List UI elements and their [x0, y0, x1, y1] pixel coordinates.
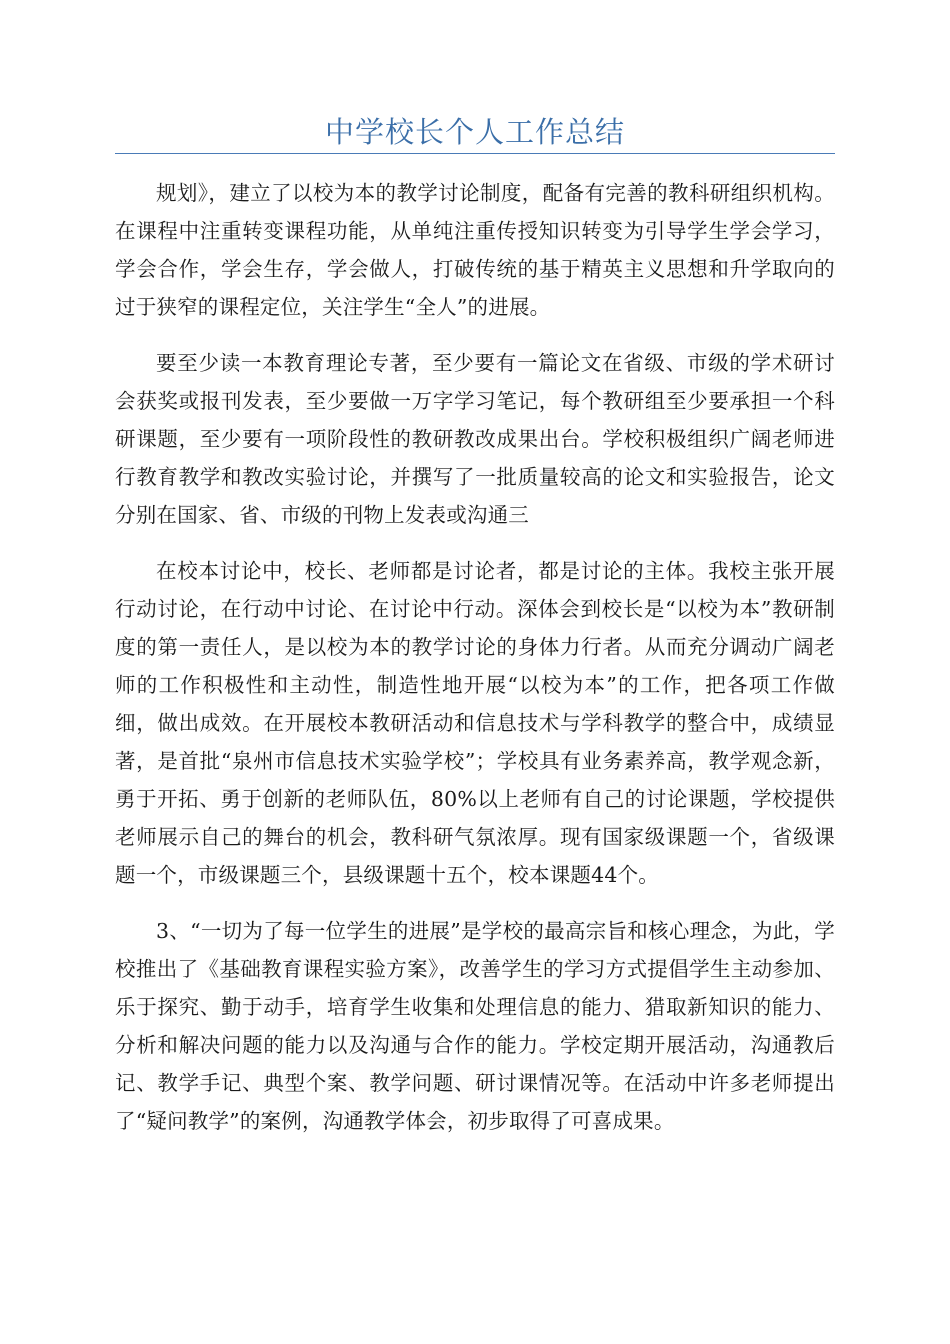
paragraph-3: 在校本讨论中，校长、老师都是讨论者，都是讨论的主体。我校主张开展行动讨论，在行动中讨论、在讨论中行动。深体会到校长是“以校为本”教研制度的第一责任人，是以校为本的教学讨论的身体力行者。从而充分调动广阔老师的工作积极性和主动性，制造性地开展“以校为本”的工作，把各项工作做细，做出成效。在开展校本教研活动和信息技术与学科教学的整合中，成绩显著，是首批“泉州市信息技术实验学校”；学校具有业务素养高，教学观念新，勇于开拓、勇于创新的老师队伍，80%以上老师有自己的讨论课题，学校提供老师展示自己的舞台的机会，教科研气氛浓厚。现有国家级课题一个，省级课题一个，市级课题三个，县级课题十五个，校本课题44个。: [115, 559, 835, 887]
paragraph-1: 规划》，建立了以校为本的教学讨论制度，配备有完善的教科研组织机构。在课程中注重转变课程功能，从单纯注重传授知识转变为引导学生学会学习，学会合作，学会生存，学会做人，打破传统的基于精英主义思想和升学取向的过于狭窄的课程定位，关注学生“全人”的进展。: [115, 181, 835, 319]
document-body: [115, 174, 835, 1158]
paragraph-2: 要至少读一本教育理论专著，至少要有一篇论文在省级、市级的学术研讨会获奖或报刊发表，至少要做一万字学习笔记，每个教研组至少要承担一个科研课题，至少要有一项阶段性的教研教改成果出台。学校积极组织广阔老师进行教育教学和教改实验讨论，并撰写了一批质量较高的论文和实验报告，论文分别在国家、省、市级的刊物上发表或沟通三: [115, 351, 835, 527]
paragraph-4: 3、“一切为了每一位学生的进展”是学校的最高宗旨和核心理念，为此，学校推出了《基础教育课程实验方案》，改善学生的学习方式提倡学生主动参加、乐于探究、勤于动手，培育学生收集和处理信息的能力、猎取新知识的能力、分析和解决问题的能力以及沟通与合作的能力。学校定期开展活动，沟通教后记、教学手记、典型个案、教学问题、研讨课情况等。在活动中许多老师提出了“疑问教学”的案例，沟通教学体会，初步取得了可喜成果。: [115, 919, 835, 1133]
page-title: 中学校长个人工作总结: [324, 115, 625, 149]
title-underline: [115, 153, 835, 154]
